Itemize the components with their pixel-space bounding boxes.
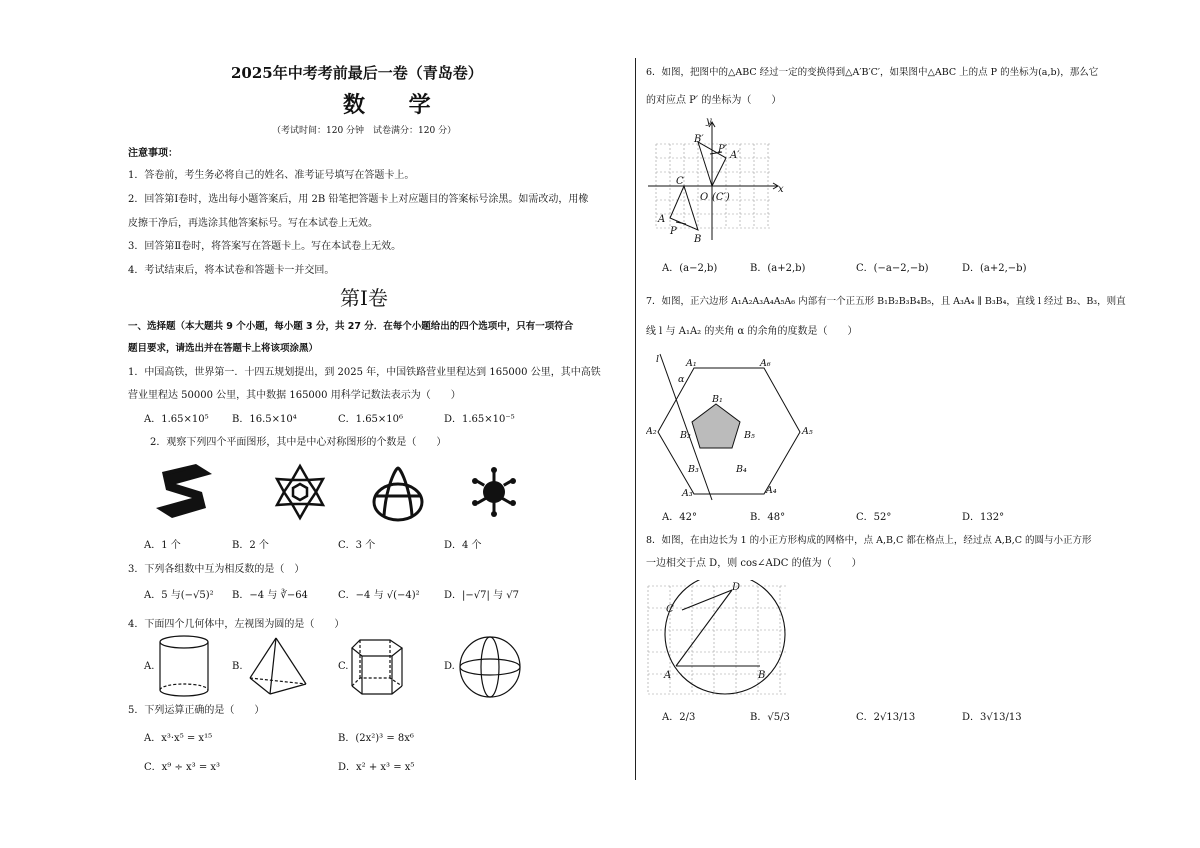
q7-stem: 7．如图，正六边形 A₁A₂A₃A₄A₅A₆ 内部有一个正五形 B₁B₂B₃B₄B₅，且 A₃A₄ ∥ B₃B₄，直线 l 经过 B₂、B₃，则直 — [646, 296, 1126, 307]
fig-label: C — [676, 176, 684, 187]
notice-heading: 注意事项： — [128, 148, 178, 159]
cylinder-figure — [156, 634, 216, 700]
fig-label: A₁ — [686, 358, 697, 369]
q8-option-c[interactable]: C．2√13/13 — [856, 712, 916, 723]
fig-label: D — [732, 582, 741, 593]
q5-option-d[interactable]: D．x² + x³ = x⁵ — [338, 762, 415, 773]
q1-option-c[interactable]: C．1.65×10⁶ — [338, 414, 404, 425]
q7-option-d[interactable]: D．132° — [962, 512, 1005, 523]
q5-option-c[interactable]: C．x⁹ ÷ x³ = x³ — [144, 762, 221, 773]
q2-option-b[interactable]: B．2 个 — [232, 540, 269, 551]
q6-coordinate-figure — [648, 112, 788, 248]
fig-label: P′ — [718, 144, 727, 155]
q5-stem: 5．下列运算正确的是（ ） — [128, 705, 265, 716]
q2-option-d[interactable]: D．4 个 — [444, 540, 482, 551]
q3-stem: 3．下列各组数中互为相反数的是（ ） — [128, 564, 305, 575]
q2-option-c[interactable]: C．3 个 — [338, 540, 376, 551]
q8-option-a[interactable]: A．2/3 — [662, 712, 696, 723]
q8-stem: 一边相交于点 D，则 cos∠ADC 的值为（ ） — [646, 558, 862, 569]
fig-label: α — [678, 374, 685, 385]
fig-label: A₄ — [766, 485, 777, 496]
q7-option-b[interactable]: B．48° — [750, 512, 786, 523]
fig-label: A₆ — [760, 358, 771, 369]
notice-item: 1．答卷前，考生务必将自己的姓名、准考证号填写在答题卡上。 — [128, 170, 415, 181]
notice-item: 皮擦干净后，再选涂其他答案标号。写在本试卷上无效。 — [128, 218, 378, 229]
q7-option-a[interactable]: A．42° — [662, 512, 697, 523]
fig-label: A — [664, 670, 672, 681]
arch-figure — [374, 468, 422, 520]
q6-option-d[interactable]: D．(a+2,−b) — [962, 263, 1027, 274]
notice-item: 4．考试结束后，将本试卷和答题卡一并交回。 — [128, 265, 335, 276]
q4-stem: 4．下面四个几何体中，左视图为圆的是（ ） — [128, 619, 345, 630]
q4-option-c[interactable]: C. — [338, 661, 349, 672]
q1-stem: 1．中国高铁，世界第一．十四五规划提出，到 2025 年，中国铁路营业里程达到 165000 公里，其中高铁 — [128, 367, 601, 378]
q6-option-c[interactable]: C．(−a−2,−b) — [856, 263, 929, 274]
q4-option-a[interactable]: A. — [144, 661, 155, 672]
notice-item: 2．回答第Ⅰ卷时，选出每小题答案后，用 2B 铅笔把答题卡上对应题目的答案标号涂黑。如需改动，用橡 — [128, 194, 589, 205]
q1-option-b[interactable]: B．16.5×10⁴ — [232, 414, 297, 425]
q6-stem: 的对应点 P′ 的坐标为（ ） — [646, 95, 782, 106]
notice-item: 3．回答第Ⅱ卷时，将答案写在答题卡上。写在本试卷上无效。 — [128, 241, 402, 252]
q8-grid-figure — [646, 580, 792, 698]
q8-option-b[interactable]: B．√5/3 — [750, 712, 790, 723]
q3-option-b[interactable]: B．−4 与 ∛−64 — [232, 590, 308, 601]
q4-option-d[interactable]: D. — [444, 661, 455, 672]
fig-label: A — [658, 214, 666, 225]
q8-option-d[interactable]: D．3√13/13 — [962, 712, 1022, 723]
q5-option-a[interactable]: A．x³·x⁵ = x¹⁵ — [144, 733, 213, 744]
q4-option-b[interactable]: B. — [232, 661, 243, 672]
fig-label: B — [758, 670, 766, 681]
section-intro: 题目要求，请选出并在答题卡上将该项涂黑） — [128, 343, 319, 354]
q7-option-c[interactable]: C．52° — [856, 512, 892, 523]
q1-option-d[interactable]: D．1.65×10⁻⁵ — [444, 414, 515, 425]
splash-figure — [472, 467, 516, 517]
fig-label: y — [706, 116, 712, 127]
q3-option-d[interactable]: D．|−√7| 与 √7 — [444, 590, 519, 601]
fig-label: B₄ — [736, 464, 747, 475]
q2-stem: 2．观察下列四个平面图形，其中是中心对称图形的个数是（ ） — [150, 437, 447, 448]
fig-label: A₃ — [682, 488, 693, 499]
q1-stem: 营业里程达 50000 公里，其中数据 165000 用科学记数法表示为（ ） — [128, 390, 461, 401]
section-title: 第Ⅰ卷 — [340, 286, 388, 310]
exam-info: （考试时间：120 分钟 试卷满分：120 分） — [272, 126, 457, 136]
q7-hexagon-figure — [646, 348, 826, 506]
fig-label: B — [694, 234, 702, 245]
column-divider — [635, 58, 636, 780]
fig-label: x — [778, 184, 784, 195]
q7-stem: 线 l 与 A₁A₂ 的夹角 α 的余角的度数是（ ） — [646, 326, 858, 337]
fig-label: C — [666, 604, 674, 615]
fig-label: A₂ — [646, 426, 657, 437]
q3-option-c[interactable]: C．−4 与 √(−4)² — [338, 590, 420, 601]
section-intro: 一、选择题（本大题共 9 个小题，每小题 3 分，共 27 分．在每个小题给出的四个选项中，只有一项符合 — [128, 321, 574, 332]
sphere-figure — [458, 634, 524, 700]
exam-title: 2025年中考考前最后一卷（青岛卷） — [231, 64, 483, 82]
fig-label: (C′) — [712, 192, 730, 203]
q8-stem: 8．如图，在由边长为 1 的小正方形构成的网格中，点 A,B,C 都在格点上，经过点 A,B,C 的圆与小正方形 — [646, 535, 1092, 546]
fig-label: A′ — [730, 150, 740, 161]
fig-label: l — [656, 354, 660, 365]
q2-option-a[interactable]: A．1 个 — [144, 540, 181, 551]
hexagonal-prism-figure — [350, 636, 410, 700]
fig-label: P — [670, 226, 677, 237]
q2-figures — [148, 460, 528, 528]
fig-label: B₃ — [688, 464, 699, 475]
subject-title: 数 学 — [343, 92, 449, 118]
q6-stem: 6．如图，把图中的△ABC 经过一定的变换得到△A′B′C′，如果图中△ABC 上的点 P 的坐标为(a,b)，那么它 — [646, 67, 1099, 78]
q6-option-a[interactable]: A．(a−2,b) — [662, 263, 718, 274]
fig-label: B′ — [694, 134, 704, 145]
fig-label: B₂ — [680, 430, 691, 441]
q3-option-a[interactable]: A．5 与(−√5)² — [144, 590, 214, 601]
q1-option-a[interactable]: A．1.65×10⁵ — [144, 414, 209, 425]
fig-label: B₅ — [744, 430, 755, 441]
fig-label: A₅ — [802, 426, 813, 437]
snowflake-figure — [277, 466, 323, 518]
fig-label: B₁ — [712, 394, 723, 405]
q6-option-b[interactable]: B．(a+2,b) — [750, 263, 806, 274]
pyramid-figure — [246, 634, 312, 700]
s-logo-figure — [156, 464, 212, 518]
q5-option-b[interactable]: B．(2x²)³ = 8x⁶ — [338, 733, 414, 744]
fig-label: O — [700, 192, 709, 203]
